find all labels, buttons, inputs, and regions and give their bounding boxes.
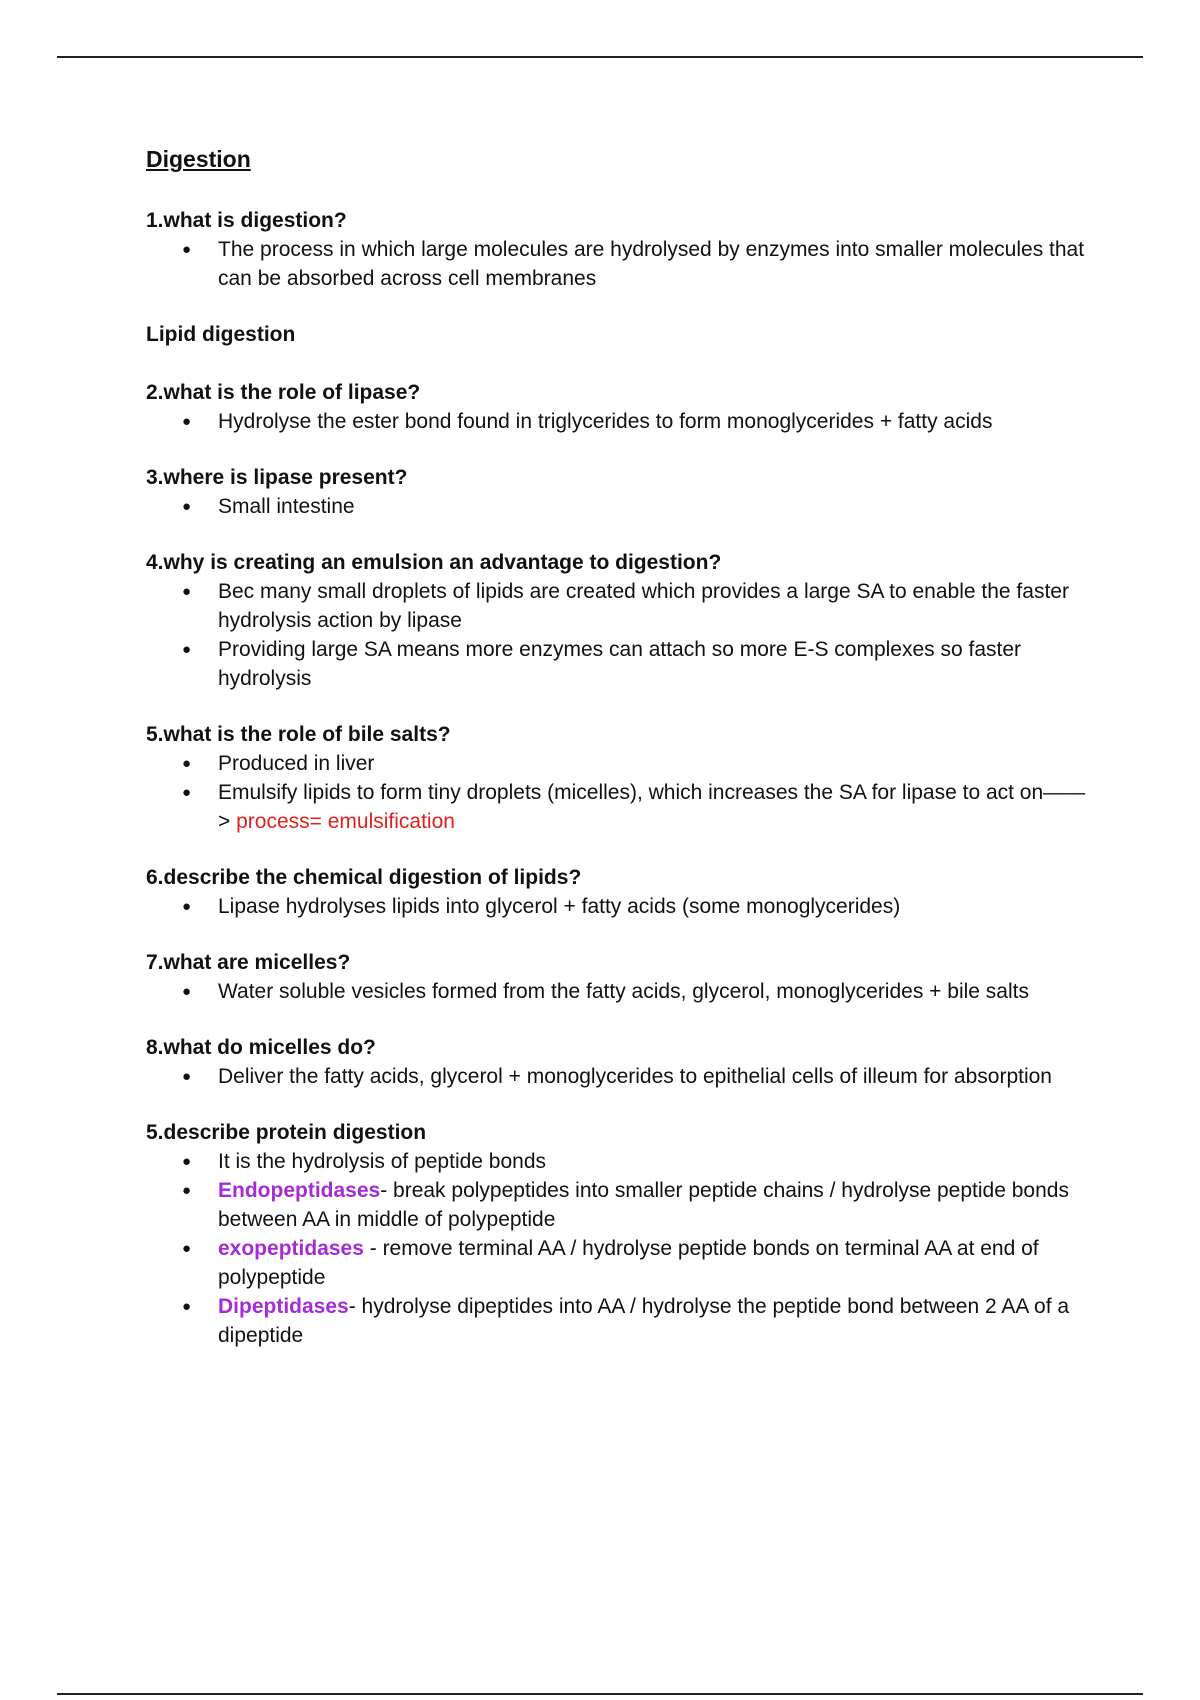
page-title: Digestion [146, 146, 251, 172]
answer-list [146, 407, 1096, 436]
answer-list [146, 977, 1096, 1006]
answer-text: - remove terminal AA / hydrolyse peptide bonds on terminal AA at end of polypeptide [218, 1237, 1039, 1289]
question-block-1 [146, 207, 1096, 293]
answer-text: - break polypeptides into smaller peptide chains / hydrolyse peptide bonds between AA in middle of polypeptide [218, 1179, 1069, 1231]
answer-bullet: ● Hydrolyse the ester bond found in triglycerides to form monoglycerides + fatty acids [218, 407, 1096, 436]
question-heading: 4.why is creating an emulsion an advantage to digestion? [146, 551, 722, 574]
question-block-8 [146, 1034, 1096, 1091]
question-heading: 8.what do micelles do? [146, 1036, 376, 1059]
question-heading: 1.what is digestion? [146, 209, 347, 232]
answer-bullet: ● Bec many small droplets of lipids are created which provides a large SA to enable the faster hydrolysis action by lipase [218, 577, 1096, 635]
answer-bullet: ● Water soluble vesicles formed from the fatty acids, glycerol, monoglycerides + bile salts [218, 977, 1096, 1006]
answer-bullet: ● Small intestine [218, 492, 1096, 521]
answer-bullet: ● Lipase hydrolyses lipids into glycerol + fatty acids (some monoglycerides) [218, 892, 1096, 921]
term-exopeptidases: exopeptidases [218, 1237, 364, 1260]
question-heading: 5.describe protein digestion [146, 1121, 427, 1144]
answer-list [146, 492, 1096, 521]
answer-text: Emulsify lipids to form tiny droplets (micelles), which increases the SA for lipase to act on——> [218, 781, 1086, 833]
answer-list [146, 577, 1096, 693]
question-heading: 6.describe the chemical digestion of lipids? [146, 866, 582, 889]
answer-list [146, 749, 1096, 836]
question-block-6 [146, 864, 1096, 921]
highlighted-process-text: process= emulsification [236, 810, 455, 833]
section-heading-lipid: Lipid digestion [146, 323, 296, 346]
term-endopeptidases: Endopeptidases [218, 1179, 381, 1202]
answer-bullet [218, 778, 1096, 836]
answer-list [146, 1062, 1096, 1091]
question-block-7 [146, 949, 1096, 1006]
answer-bullet: ● Providing large SA means more enzymes can attach so more E-S complexes so faster hydrolysis [218, 635, 1096, 693]
question-heading: 3.where is lipase present? [146, 466, 408, 489]
question-block-5 [146, 721, 1096, 836]
answer-bullet [218, 1234, 1096, 1292]
answer-list [146, 235, 1096, 293]
answer-bullet [218, 1292, 1096, 1350]
term-dipeptidases: Dipeptidases [218, 1295, 349, 1318]
question-heading: 2.what is the role of lipase? [146, 381, 421, 404]
answer-bullet: ● It is the hydrolysis of peptide bonds [218, 1147, 1096, 1176]
answer-bullet: ● The process in which large molecules are hydrolysed by enzymes into smaller molecules that can be absorbed across cell membranes [218, 235, 1096, 293]
top-rule [57, 56, 1143, 58]
answer-bullet [218, 1176, 1096, 1234]
question-block-3 [146, 464, 1096, 521]
document-body [146, 143, 1096, 1378]
question-block-2 [146, 379, 1096, 436]
question-block-protein [146, 1119, 1096, 1350]
answer-list [146, 1147, 1096, 1350]
question-block-4 [146, 549, 1096, 693]
answer-bullet: ● Produced in liver [218, 749, 1096, 778]
answer-bullet: ● Deliver the fatty acids, glycerol + monoglycerides to epithelial cells of illeum for absorption [218, 1062, 1096, 1091]
answer-text: - hydrolyse dipeptides into AA / hydrolyse the peptide bond between 2 AA of a dipeptide [218, 1295, 1070, 1347]
bottom-rule [57, 1693, 1143, 1695]
question-heading: 5.what is the role of bile salts? [146, 723, 451, 746]
question-heading: 7.what are micelles? [146, 951, 351, 974]
answer-list [146, 892, 1096, 921]
